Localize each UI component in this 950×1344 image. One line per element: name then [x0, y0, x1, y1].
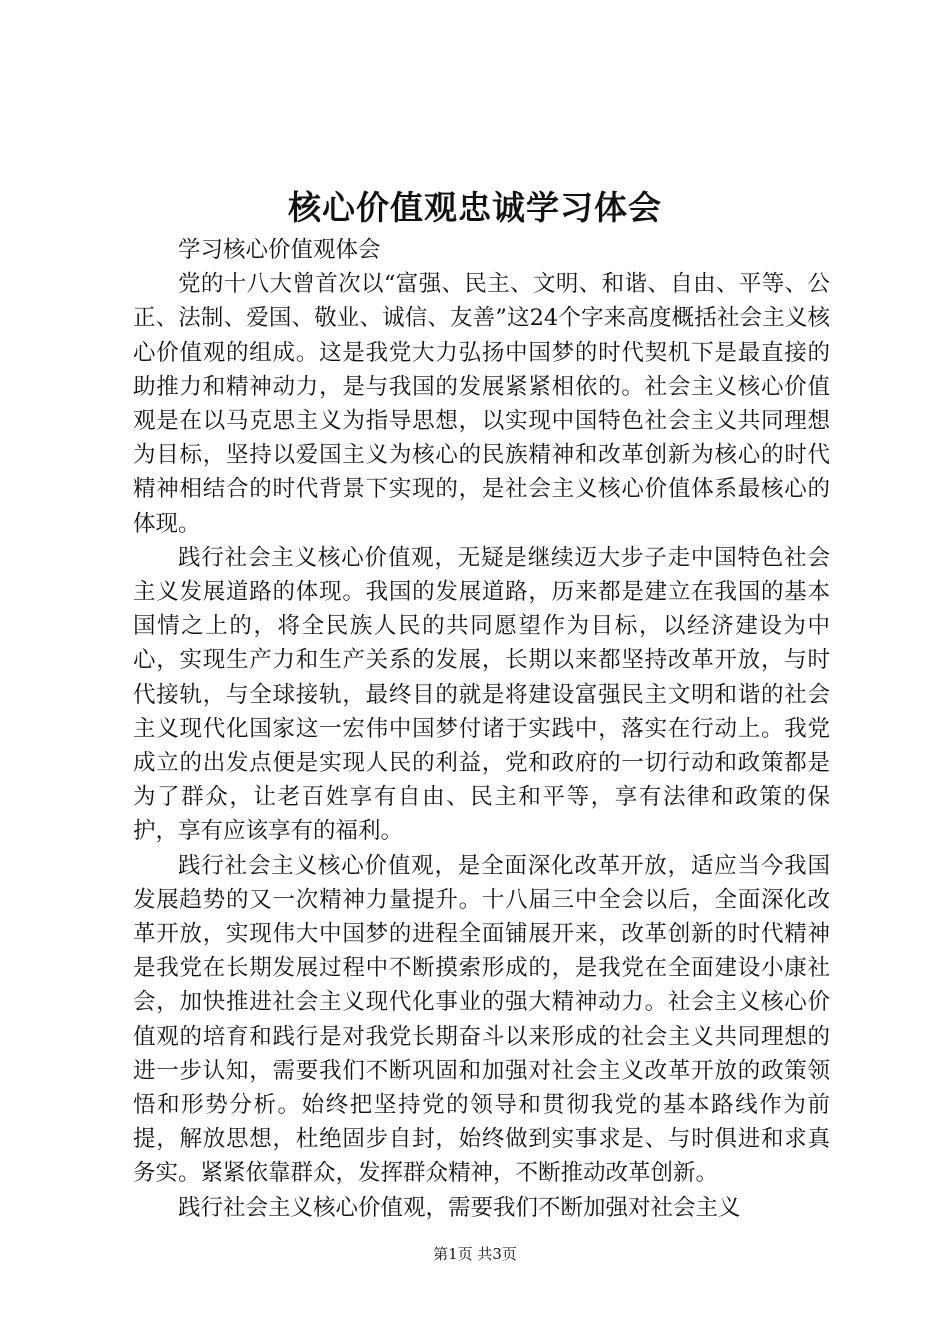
paragraph-subtitle: 学习核心价值观体会: [178, 237, 381, 263]
document-body: [133, 233, 830, 1225]
document-title: 核心价值观忠诚学习体会: [288, 188, 662, 227]
paragraph-2: 践行社会主义核心价值观，无疑是继续迈大步子走中国特色社会主义发展道路的体现。我国的发展道路，历来都是建立在我国的基本国情之上的，将全民族人民的共同愿望作为目标，以经济建设为中心，实现生产力和生产关系的发展，长期以来都坚持改革开放，与时代接轨，与全球接轨，最终目的就是将建设富强民主文明和谐的社会主义现代化国家这一宏伟中国梦付诸于实践中，落实在行动上。我党成立的出发点便是实现人民的利益，党和政府的一切行动和政策都是为了群众，让老百姓享有自由、民主和平等，享有法律和政策的保护，享有应该享有的福利。: [133, 544, 830, 845]
page-footer: 第1页 共3页: [433, 1245, 517, 1263]
paragraph-4: 践行社会主义核心价值观，需要我们不断加强对社会主义: [178, 1194, 741, 1221]
paragraph-1: 党的十八大曾首次以“富强、民主、文明、和谐、自由、平等、公正、法制、爱国、敬业、诚信、友善”这24个字来高度概括社会主义核心价值观的组成。这是我党大力弘扬中国梦的时代契机下是最直接的助推力和精神动力，是与我国的发展紧紧相依的。社会主义核心价值观是在以马克思主义为指导思想，以实现中国特色社会主义共同理想为目标，坚持以爱国主义为核心的民族精神和改革创新为核心的时代精神相结合的时代背景下实现的，是社会主义核心价值体系最核心的体现。: [133, 271, 830, 537]
paragraph-3: 践行社会主义核心价值观，是全面深化改革开放，适应当今我国发展趋势的又一次精神力量提升。十八届三中全会以后，全面深化改革开放，实现伟大中国梦的进程全面铺展开来，改革创新的时代精神是我党在长期发展过程中不断摸索形成的，是我党在全面建设小康社会，加快推进社会主义现代化事业的强大精神动力。社会主义核心价值观的培育和践行是对我党长期奋斗以来形成的社会主义共同理想的进一步认知，需要我们不断巩固和加强对社会主义改革开放的政策领悟和形势分析。始终把坚持党的领导和贯彻我党的基本路线作为前提，解放思想，杜绝固步自封，始终做到实事求是、与时俱进和求真务实。紧紧依靠群众，发挥群众精神，不断推动改革创新。: [133, 852, 830, 1187]
